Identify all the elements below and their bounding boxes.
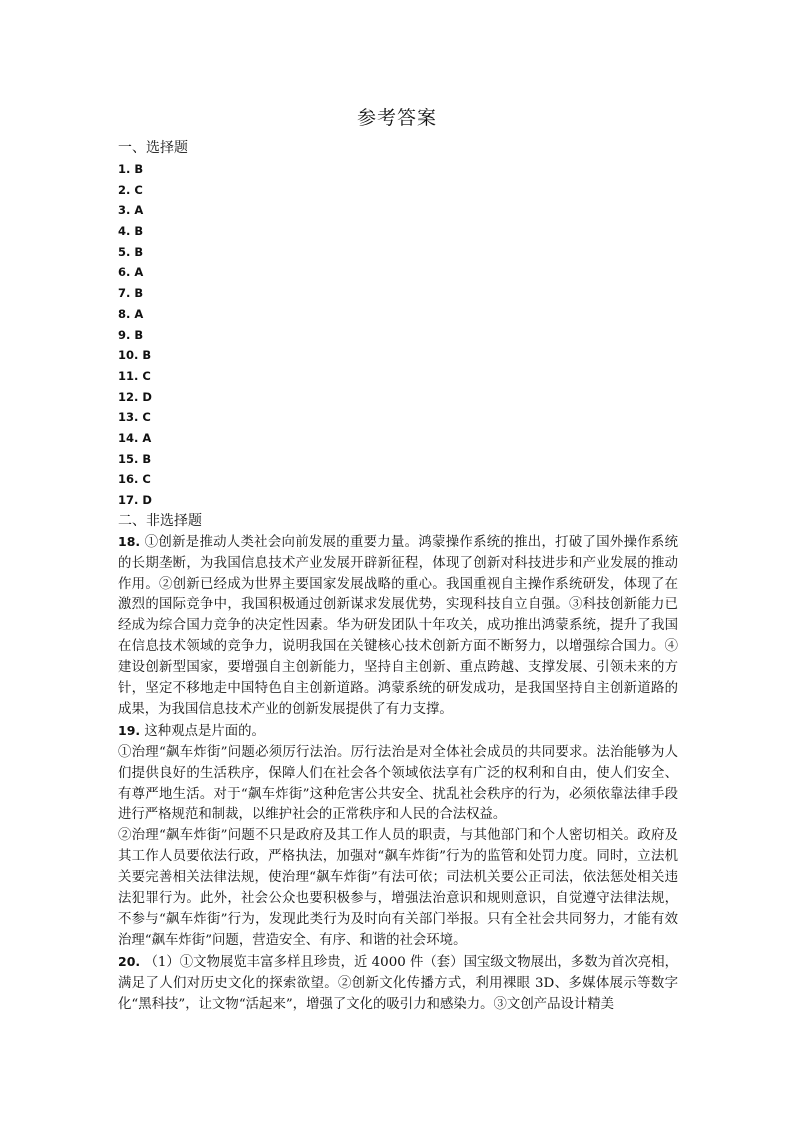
question-19-number: 19. bbox=[118, 722, 141, 738]
page-title: 参考答案 bbox=[356, 107, 437, 129]
mc-answer-17: 17. D bbox=[118, 493, 152, 507]
mc-answer-1: 1. B bbox=[118, 162, 144, 176]
mc-answer-5: 5. B bbox=[118, 244, 144, 259]
question-20-answer bbox=[118, 952, 678, 1016]
mc-answer-10: 10. B bbox=[118, 348, 152, 363]
answer-content bbox=[118, 138, 678, 1016]
mc-answer-11: 11. C bbox=[118, 368, 151, 383]
mc-answer-6: 6. A bbox=[118, 265, 144, 280]
mc-answer-8: 8. A bbox=[118, 306, 144, 321]
question-19-point-1: ①治理“飙车炸街”问题必须厉行法治。厉行法治是对全体社会成员的共同要求。法治能够为人们提供良好的生活秩序，保障人们在社会各个领域依法享有广泛的权利和自由，使人们安全、有尊严地生活。对于“飙车炸街”这种危害公共安全、扰乱社会秩序的行为，必须依靠法律手段进行严格规范和制裁，以维护社会的正常秩序和人民的合法权益。 bbox=[118, 744, 678, 823]
question-19-intro-text: 这种观点是片面的。 bbox=[144, 723, 265, 739]
question-19-intro bbox=[118, 721, 678, 743]
question-18-number: 18. bbox=[118, 533, 141, 549]
question-19-point-2: ②治理“飙车炸街”问题不只是政府及其工作人员的职责，与其他部门和个人密切相关。政府及其工作人员要依法行政，严格执法，加强对“飙车炸街”行为的监管和处罚力度。同时，立法机关要完善相关法律法规，使治理“飙车炸街”有法可依；司法机关要公正司法，依法惩处相关违法犯罪行为。此外，社会公众也要积极参与，增强法治意识和规则意识，自觉遵守法律法规，不参与“飙车炸街”行为，发现此类行为及时向有关部门举报。只有全社会共同努力，才能有效治理“飙车炸街”问题，营造安全、有序、和谐的社会环境。 bbox=[118, 828, 678, 948]
mc-answer-4: 4. B bbox=[118, 224, 144, 239]
question-18-answer bbox=[118, 532, 678, 721]
section-heading-multiple-choice: 一、选择题 bbox=[118, 140, 188, 156]
question-20-text: （1）①文物展览丰富多样且珍贵，近 4000 件（套）国宝级文物展出，多数为首次亮相，满足了人们对历史文化的探索欲望。②创新文化传播方式，利用裸眼 3D、多媒体展示等数字化“黑科技”，让文物“活起来”，增强了文化的吸引力和感染力。③文创产品设计精美 bbox=[118, 954, 679, 1012]
question-18-text: ①创新是推动人类社会向前发展的重要力量。鸿蒙操作系统的推出，打破了国外操作系统的长期垄断，为我国信息技术产业发展开辟新征程，体现了创新对科技进步和产业发展的推动作用。②创新已经成为世界主要国家发展战略的重心。我国重视自主操作系统研发，体现了在激烈的国际竞争中，我国积极通过创新谋求发展优势，实现科技自立自强。③科技创新能力已经成为综合国力竞争的决定性因素。华为研发团队十年攻关，成功推出鸿蒙系统，提升了我国在信息技术领域的竞争力，说明我国在关键核心技术创新方面不断努力，以增强综合国力。④建设创新型国家，要增强自主创新能力，坚持自主创新、重点跨越、支撑发展、引领未来的方针，坚定不移地走中国特色自主创新道路。鸿蒙系统的研发成功，是我国坚持自主创新道路的成果，为我国信息技术产业的创新发展提供了有力支撑。 bbox=[118, 534, 679, 717]
multiple-choice-answers bbox=[118, 159, 678, 511]
mc-answer-7: 7. B bbox=[118, 286, 144, 301]
mc-answer-13: 13. C bbox=[118, 410, 151, 425]
mc-answer-15: 15. B bbox=[118, 451, 152, 466]
section-heading-non-multiple-choice: 二、非选择题 bbox=[118, 512, 202, 529]
mc-answer-16: 16. C bbox=[118, 472, 151, 487]
mc-answer-2: 2. C bbox=[118, 182, 143, 197]
mc-answer-14: 14. A bbox=[118, 430, 152, 445]
mc-answer-3: 3. A bbox=[118, 203, 144, 218]
mc-answer-9: 9. B bbox=[118, 327, 144, 342]
question-20-number: 20. bbox=[118, 953, 141, 969]
mc-answer-12: 12. D bbox=[118, 389, 152, 404]
